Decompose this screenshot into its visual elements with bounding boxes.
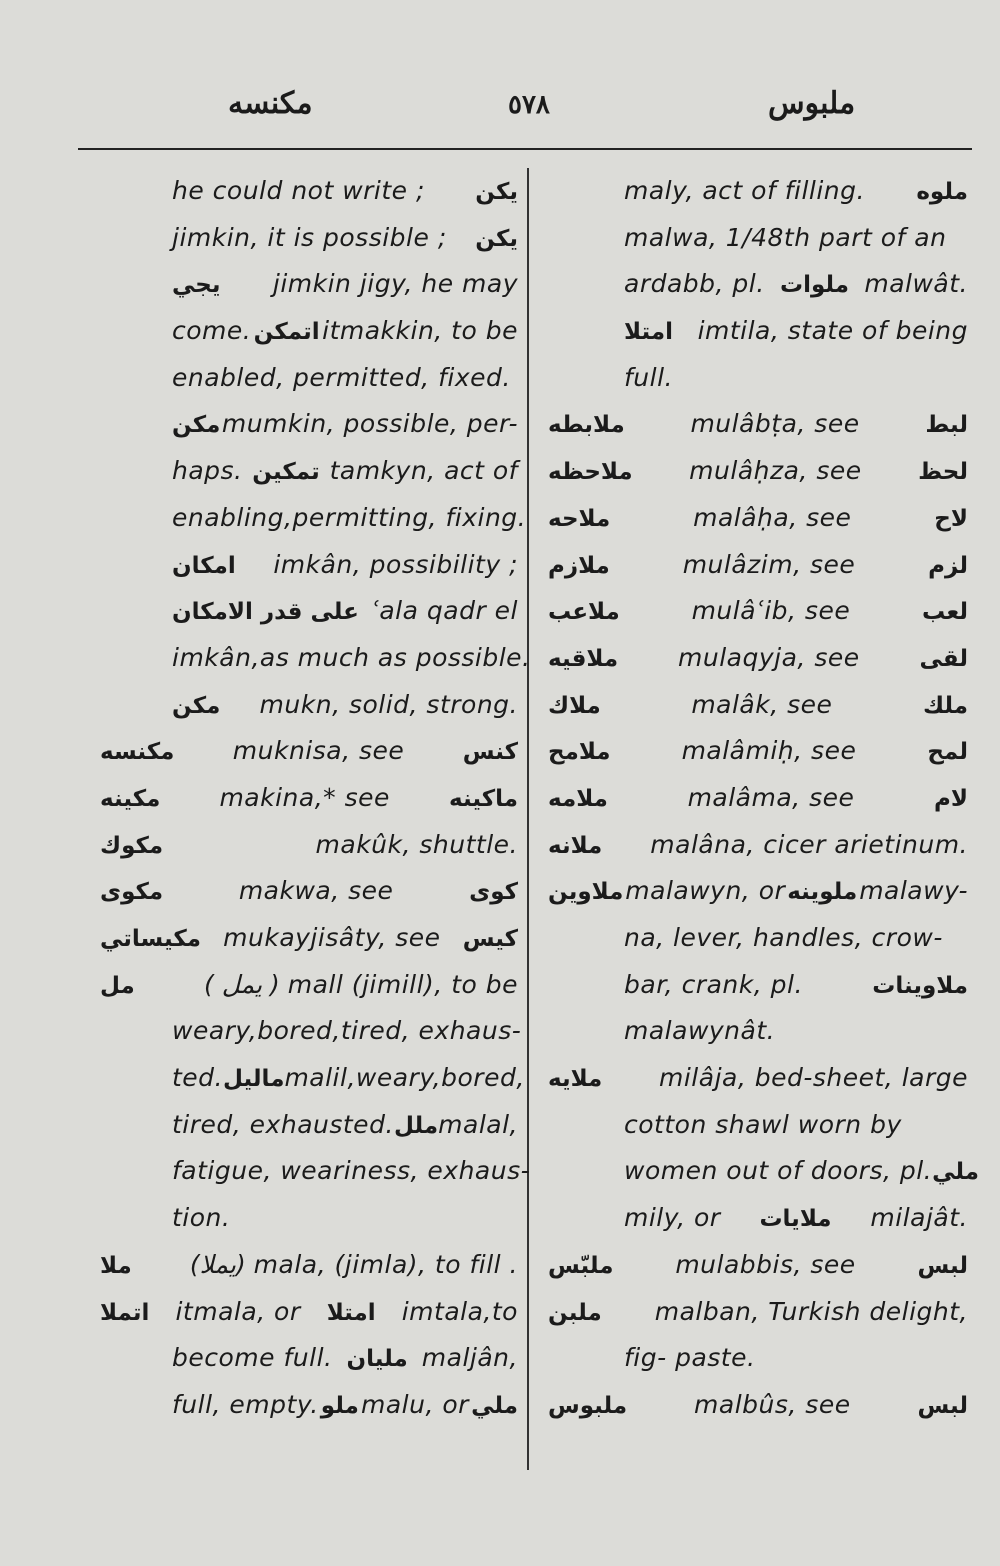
arabic-headword: مل — [100, 972, 135, 999]
entry-text: mily, or — [624, 1203, 721, 1233]
arabic-headword: على قدر الامكان — [172, 599, 359, 626]
entry-text: fatigue, weariness, exhaus- — [172, 1156, 531, 1186]
entry-line — [548, 1148, 980, 1195]
entry-text: cotton shawl worn by — [624, 1109, 902, 1139]
entry-line — [548, 728, 968, 775]
entry-text: mulaqyja, see — [678, 642, 860, 672]
arabic-headword: ملي — [932, 1159, 980, 1186]
entry-text: ted. — [172, 1063, 223, 1093]
arabic-headword: ملاوين — [548, 879, 624, 906]
entry-text: makwa, see — [238, 876, 394, 906]
entry-text: mulâzim, see — [682, 549, 856, 579]
entry-line — [548, 1195, 968, 1242]
left-column — [100, 168, 531, 1429]
arabic-headword: لزم — [928, 552, 968, 579]
entry-text: maljân, — [421, 1343, 518, 1373]
entry-text: enabled, permitted, fixed. — [172, 362, 511, 392]
arabic-headword: ملايات — [759, 1206, 832, 1233]
entry-text: ( يمل ) mall (jimill), to be — [204, 969, 518, 999]
entry-text: fig- paste. — [624, 1343, 756, 1373]
entry-line — [100, 962, 518, 1009]
entry-line — [548, 401, 968, 448]
arabic-headword: مكينه — [100, 785, 161, 812]
entry-line — [548, 868, 968, 915]
entry-text: mumkin, possible, per- — [221, 409, 518, 439]
arabic-headword: لام — [934, 785, 968, 812]
arabic-headword: امتلا — [326, 1299, 376, 1326]
entry-text: enabling,permitting, fixing. — [172, 502, 527, 532]
entry-text: ardabb, pl. — [624, 269, 765, 299]
entry-line — [548, 1008, 968, 1055]
entry-text: malban, Turkish delight, — [654, 1296, 968, 1326]
entry-line — [100, 1102, 518, 1149]
entry-text: full. — [624, 362, 673, 392]
entry-line — [100, 1148, 531, 1195]
entry-text: imtila, state of being — [697, 316, 968, 346]
arabic-headword: ملابطه — [548, 412, 625, 439]
arabic-headword: ماكينه — [449, 785, 518, 812]
entry-text: malawynât. — [624, 1016, 776, 1046]
entry-text: imkân, possibility ; — [273, 549, 518, 579]
entry-line — [100, 215, 518, 262]
entry-line — [100, 682, 518, 729]
arabic-headword: لبط — [925, 412, 968, 439]
arabic-headword: ملاعب — [548, 599, 620, 626]
arabic-headword: يجي — [172, 272, 221, 299]
entry-line — [100, 1195, 518, 1242]
entry-line — [100, 1055, 525, 1102]
entry-text: mukayjisâty, see — [223, 923, 441, 952]
header-rule — [78, 148, 972, 150]
entry-text: malâk, see — [691, 689, 833, 719]
arabic-headword: تمكين — [252, 459, 320, 486]
arabic-headword: ملاحظه — [548, 459, 633, 486]
entry-text: mulâḥza, see — [689, 456, 862, 486]
entry-line — [548, 308, 968, 355]
entry-text: na, lever, handles, crow- — [624, 923, 943, 952]
entry-text: he could not write ; — [172, 176, 425, 205]
entry-text: milajât. — [870, 1203, 968, 1233]
entry-text: malil,weary,bored, — [284, 1063, 525, 1093]
entry-line — [548, 168, 968, 215]
entry-text: bar, crank, pl. — [624, 969, 803, 999]
entry-line — [100, 261, 518, 308]
arabic-headword: ملو — [320, 1392, 359, 1419]
entry-text: (يملا) mala, (jimla), to fill . — [189, 1249, 518, 1279]
entry-text: malâmiḥ, see — [681, 736, 857, 766]
entry-line — [548, 1382, 968, 1429]
arabic-headword: لحظ — [918, 459, 968, 486]
entry-text: milâja, bed-sheet, large — [659, 1063, 968, 1093]
entry-line — [548, 1055, 968, 1102]
entry-line — [548, 215, 968, 262]
entry-line — [100, 542, 518, 589]
entry-line — [100, 495, 527, 542]
entry-text: malâna, cicer arietinum. — [650, 829, 968, 859]
entry-text: makina,* see — [219, 782, 390, 812]
entry-line — [100, 822, 518, 869]
arabic-headword: ملبوس — [548, 1392, 628, 1419]
entry-line — [100, 308, 518, 355]
right-column — [548, 168, 980, 1429]
arabic-headword: مكوى — [100, 879, 164, 906]
arabic-headword: لبس — [917, 1392, 968, 1419]
entry-line — [548, 775, 968, 822]
entry-text: jimkin, it is possible ; — [172, 222, 447, 252]
arabic-headword: ملوه — [916, 179, 968, 205]
arabic-headword: كوى — [469, 879, 518, 906]
arabic-headword: مكيساتي — [100, 926, 201, 952]
arabic-headword: ملبن — [548, 1299, 602, 1326]
entry-line — [100, 868, 518, 915]
entry-line — [100, 401, 518, 448]
entry-line — [548, 635, 968, 682]
entry-line — [100, 1382, 518, 1429]
entry-line — [548, 822, 968, 869]
entry-text: muknisa, see — [232, 736, 405, 766]
arabic-headword: كيس — [462, 926, 518, 952]
entry-line — [100, 1289, 518, 1336]
arabic-headword: ملازم — [548, 552, 610, 579]
entry-text: imtala,to — [401, 1296, 518, 1326]
entry-text: malâḥa, see — [693, 502, 852, 532]
arabic-headword: ملاك — [548, 692, 601, 719]
entry-line — [100, 355, 518, 402]
entry-text: maly, act of filling. — [624, 176, 865, 205]
entry-line — [100, 775, 518, 822]
entry-line — [100, 915, 518, 962]
arabic-headword: ملايه — [548, 1066, 603, 1093]
arabic-headword: امتلا — [624, 319, 673, 346]
entry-text: tion. — [172, 1203, 231, 1233]
arabic-headword: لقى — [919, 645, 968, 672]
entry-text: malawyn, or — [625, 876, 786, 906]
entry-line — [548, 682, 968, 729]
arabic-headword: ملاوينات — [872, 972, 968, 999]
entry-text: malwât. — [864, 269, 968, 299]
arabic-headword: لمح — [927, 739, 968, 766]
column-separator — [527, 168, 529, 1470]
arabic-headword: كنس — [462, 739, 518, 766]
arabic-headword: ملامح — [548, 739, 611, 766]
entry-text: itmala, or — [175, 1296, 301, 1326]
arabic-headword: لاح — [934, 505, 968, 532]
entry-line — [548, 1102, 968, 1149]
entry-text: haps. — [172, 456, 243, 486]
entry-line — [548, 448, 968, 495]
entry-line — [100, 728, 518, 775]
entry-text: makûk, shuttle. — [315, 829, 518, 859]
arabic-headword: امكان — [172, 552, 236, 579]
entry-line — [548, 542, 968, 589]
entry-text: malawy- — [859, 876, 968, 906]
arabic-headword: ملوات — [780, 272, 850, 299]
entry-line — [100, 448, 518, 495]
arabic-headword: ملك — [922, 692, 968, 719]
entry-text: mulabbis, see — [675, 1249, 856, 1279]
arabic-headword: مكنسه — [100, 739, 175, 766]
arabic-headword: ملانه — [548, 832, 603, 859]
entry-text: women out of doors, pl. — [624, 1156, 933, 1186]
entry-text: come. — [172, 316, 252, 346]
entry-line — [100, 1008, 522, 1055]
entry-text: weary,bored,tired, exhaus- — [172, 1016, 522, 1046]
entry-line — [100, 1242, 518, 1289]
entry-line — [100, 588, 518, 635]
arabic-headword: ملي — [471, 1392, 518, 1419]
entry-line — [548, 1335, 968, 1382]
arabic-headword: اتملا — [100, 1299, 150, 1326]
arabic-headword: ملبّس — [548, 1252, 614, 1279]
entry-line — [100, 168, 518, 215]
entry-text: mulâbṭa, see — [690, 409, 860, 439]
page-number: ٥٧٨ — [508, 90, 550, 120]
entry-text: imkân,as much as possible. — [172, 642, 531, 672]
arabic-headword: مكن — [172, 692, 221, 719]
entry-text: malâma, see — [687, 782, 855, 812]
arabic-headword: مليان — [346, 1346, 408, 1373]
entry-line — [100, 635, 531, 682]
arabic-headword: ملل — [393, 1112, 439, 1139]
entry-line — [548, 495, 968, 542]
entry-line — [100, 1335, 518, 1382]
entry-text: malu, or — [360, 1389, 469, 1419]
arabic-headword: يكن — [475, 179, 518, 205]
arabic-headword: مكن — [172, 412, 221, 439]
entry-text: full, empty. — [172, 1389, 319, 1419]
arabic-headword: لبس — [917, 1252, 968, 1279]
entry-line — [548, 588, 968, 635]
arabic-headword: ملوينه — [787, 879, 858, 906]
arabic-headword: اتمكن — [253, 319, 320, 346]
arabic-headword: ملاحه — [548, 505, 611, 532]
entry-text: malal, — [438, 1109, 518, 1139]
entry-text: ʿala qadr el — [371, 596, 518, 626]
entry-line — [548, 915, 968, 962]
entry-text: malwa, 1/48th part of an — [624, 222, 947, 252]
entry-text: tamkyn, act of — [329, 456, 518, 486]
entry-text: mulâʿib, see — [691, 596, 851, 626]
arabic-headword: ملامه — [548, 785, 608, 812]
entry-line — [548, 1242, 968, 1289]
entry-line — [548, 1289, 968, 1336]
arabic-headword: لعب — [922, 599, 968, 626]
entry-line — [548, 962, 968, 1009]
entry-line — [548, 261, 968, 308]
arabic-headword: يكن — [475, 225, 518, 252]
entry-line — [548, 355, 968, 402]
arabic-headword: مكوك — [100, 832, 164, 859]
running-head-left: ملبوس — [768, 86, 856, 121]
entry-text: jimkin jigy, he may — [272, 269, 518, 299]
entry-text: itmakkin, to be — [322, 316, 518, 346]
arabic-headword: ملاقيه — [548, 645, 619, 672]
entry-text: tired, exhausted. — [172, 1109, 394, 1139]
entry-text: mukn, solid, strong. — [259, 689, 518, 719]
arabic-headword: ماليل — [223, 1066, 285, 1093]
entry-text: malbûs, see — [694, 1389, 851, 1419]
arabic-headword: ملا — [100, 1252, 132, 1279]
entry-text: become full. — [172, 1343, 333, 1373]
running-head-right: مكنسه — [228, 86, 313, 121]
